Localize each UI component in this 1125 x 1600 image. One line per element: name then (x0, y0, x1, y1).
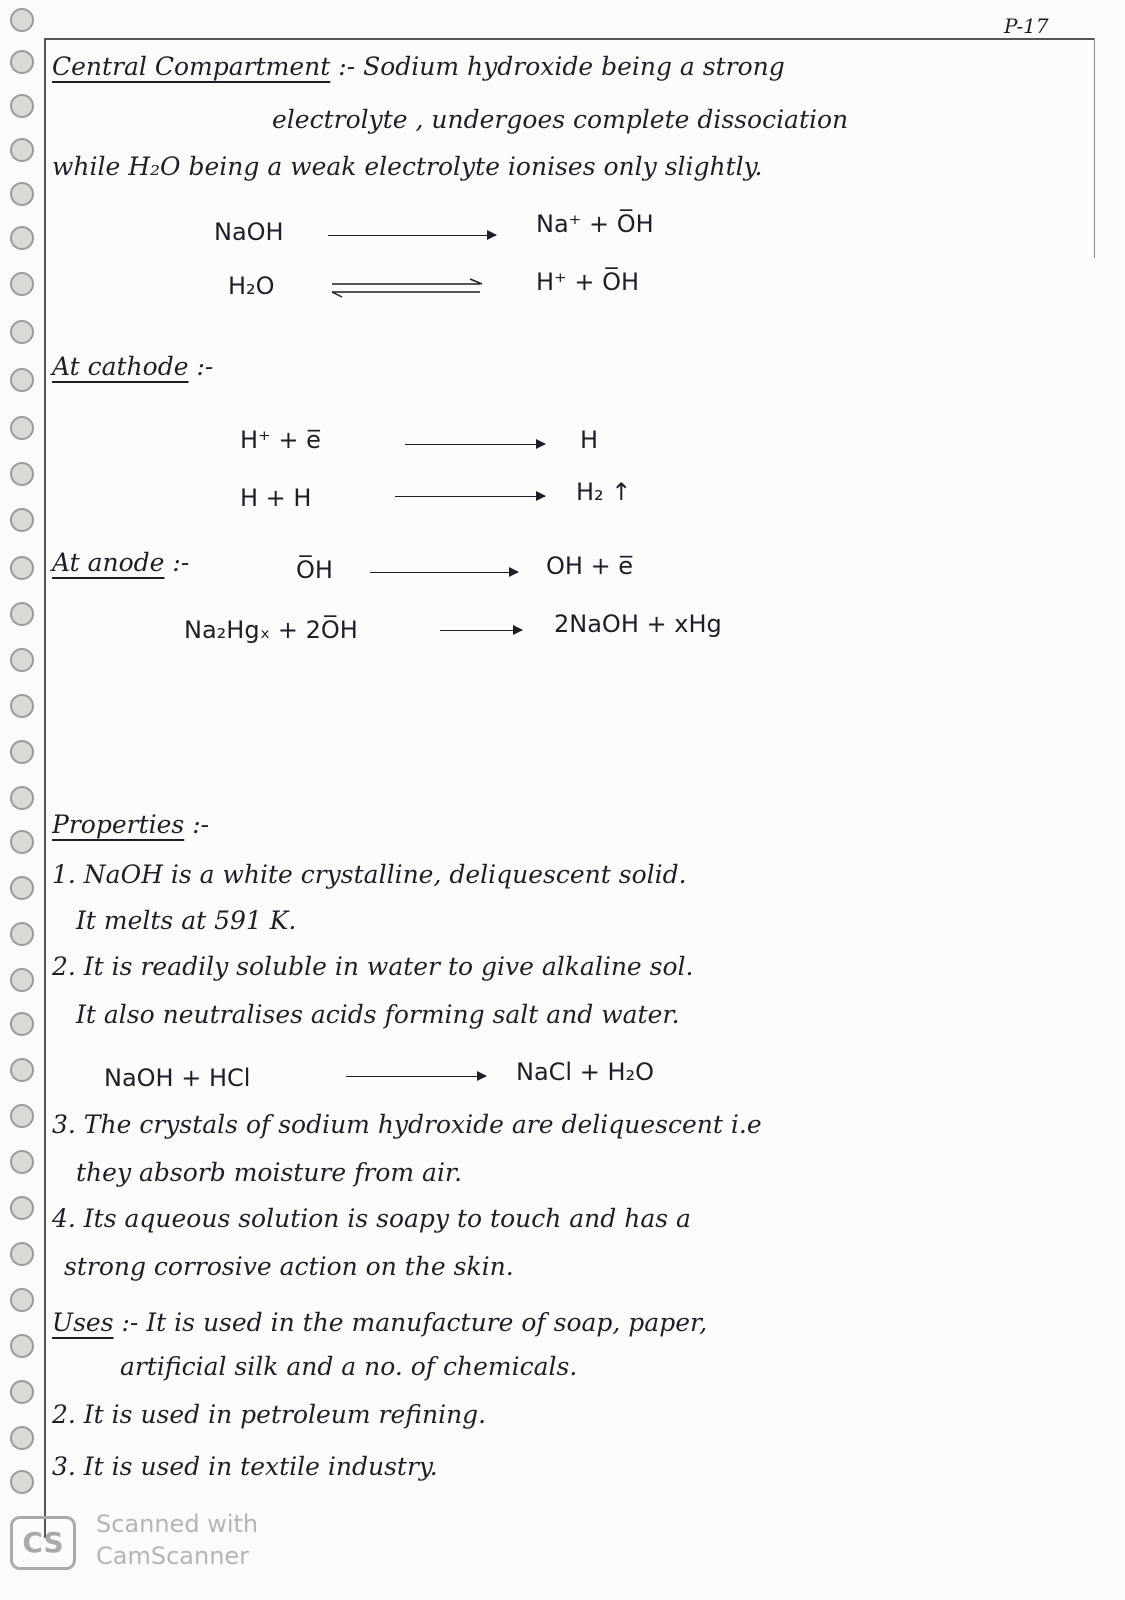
anode-heading: At anode (52, 548, 165, 577)
uses-line-1b: artificial silk and a no. of chemicals. (120, 1352, 578, 1381)
uses-line-2: 2. It is used in petroleum refining. (52, 1400, 487, 1429)
property-3a: 3. The crystals of sodium hydroxide are deliquescent i.e (52, 1110, 762, 1139)
central-line-3: while H₂O being a weak electrolyte ionises only slightly. (52, 152, 763, 181)
eq-naoh-rhs: Na⁺ + O̅H (536, 210, 654, 238)
binder-holes (4, 0, 44, 1600)
uses-heading: Uses (52, 1308, 114, 1337)
property-1b: It melts at 591 K. (76, 906, 297, 935)
property-2a: 2. It is readily soluble in water to give alkaline sol. (52, 952, 694, 981)
eq-h2o-rhs: H⁺ + O̅H (536, 268, 640, 296)
anode-heading-line (52, 548, 189, 577)
watermark-line-2: CamScanner (96, 1542, 250, 1570)
forward-arrow (440, 630, 522, 631)
cathode-heading-line (52, 352, 213, 381)
cathode-eq2-lhs: H + H (240, 484, 312, 512)
cathode-eq1-lhs: H⁺ + e̅ (240, 426, 321, 454)
top-rule (44, 38, 1094, 40)
camscanner-watermark (10, 1510, 310, 1580)
eq-h2o-lhs: H₂O (228, 272, 275, 300)
margin-line (44, 38, 46, 1538)
page-number: P-17 (1004, 14, 1049, 38)
watermark-line-1: Scanned with (96, 1510, 259, 1538)
uses-line-3: 3. It is used in textile industry. (52, 1452, 438, 1481)
central-line-2: electrolyte , undergoes complete dissociation (272, 105, 849, 134)
central-line-1 (52, 52, 785, 81)
property-3b: they absorb moisture from air. (76, 1158, 463, 1187)
cathode-heading: At cathode (52, 352, 189, 381)
properties-heading-line (52, 810, 209, 839)
camscanner-logo-icon: CS (10, 1516, 76, 1570)
property-4a: 4. Its aqueous solution is soapy to touch and has a (52, 1204, 691, 1233)
anode-eq1-lhs: O̅H (296, 556, 333, 584)
neutralisation-rhs: NaCl + H₂O (516, 1058, 655, 1086)
forward-arrow (346, 1076, 486, 1077)
cathode-eq2-rhs: H₂ ↑ (576, 478, 632, 506)
property-4b: strong corrosive action on the skin. (64, 1252, 514, 1281)
cathode-eq1-rhs: H (580, 426, 599, 454)
equilibrium-arrow (330, 278, 490, 298)
properties-suffix: :- (192, 810, 210, 839)
cathode-suffix: :- (196, 352, 214, 381)
forward-arrow (328, 235, 496, 236)
neutralisation-lhs: NaOH + HCl (104, 1064, 251, 1092)
property-1a: 1. NaOH is a white crystalline, deliquescent solid. (52, 860, 687, 889)
anode-eq2-lhs: Na₂Hgₓ + 2O̅H (184, 616, 358, 644)
eq-naoh-lhs: NaOH (214, 218, 284, 246)
central-heading: Central Compartment (52, 52, 331, 81)
anode-eq1-rhs: OH + e̅ (546, 552, 634, 580)
central-line-1-rest: :- Sodium hydroxide being a strong (338, 52, 785, 81)
anode-eq2-rhs: 2NaOH + xHg (554, 610, 722, 638)
forward-arrow (370, 572, 518, 573)
properties-heading: Properties (52, 810, 185, 839)
property-2b: It also neutralises acids forming salt and water. (76, 1000, 680, 1029)
right-rule (1094, 38, 1095, 258)
forward-arrow (395, 496, 545, 497)
uses-line-1 (52, 1308, 707, 1337)
anode-suffix: :- (172, 548, 190, 577)
forward-arrow (405, 444, 545, 445)
uses-line-1-rest: :- It is used in the manufacture of soap, paper, (121, 1308, 708, 1337)
